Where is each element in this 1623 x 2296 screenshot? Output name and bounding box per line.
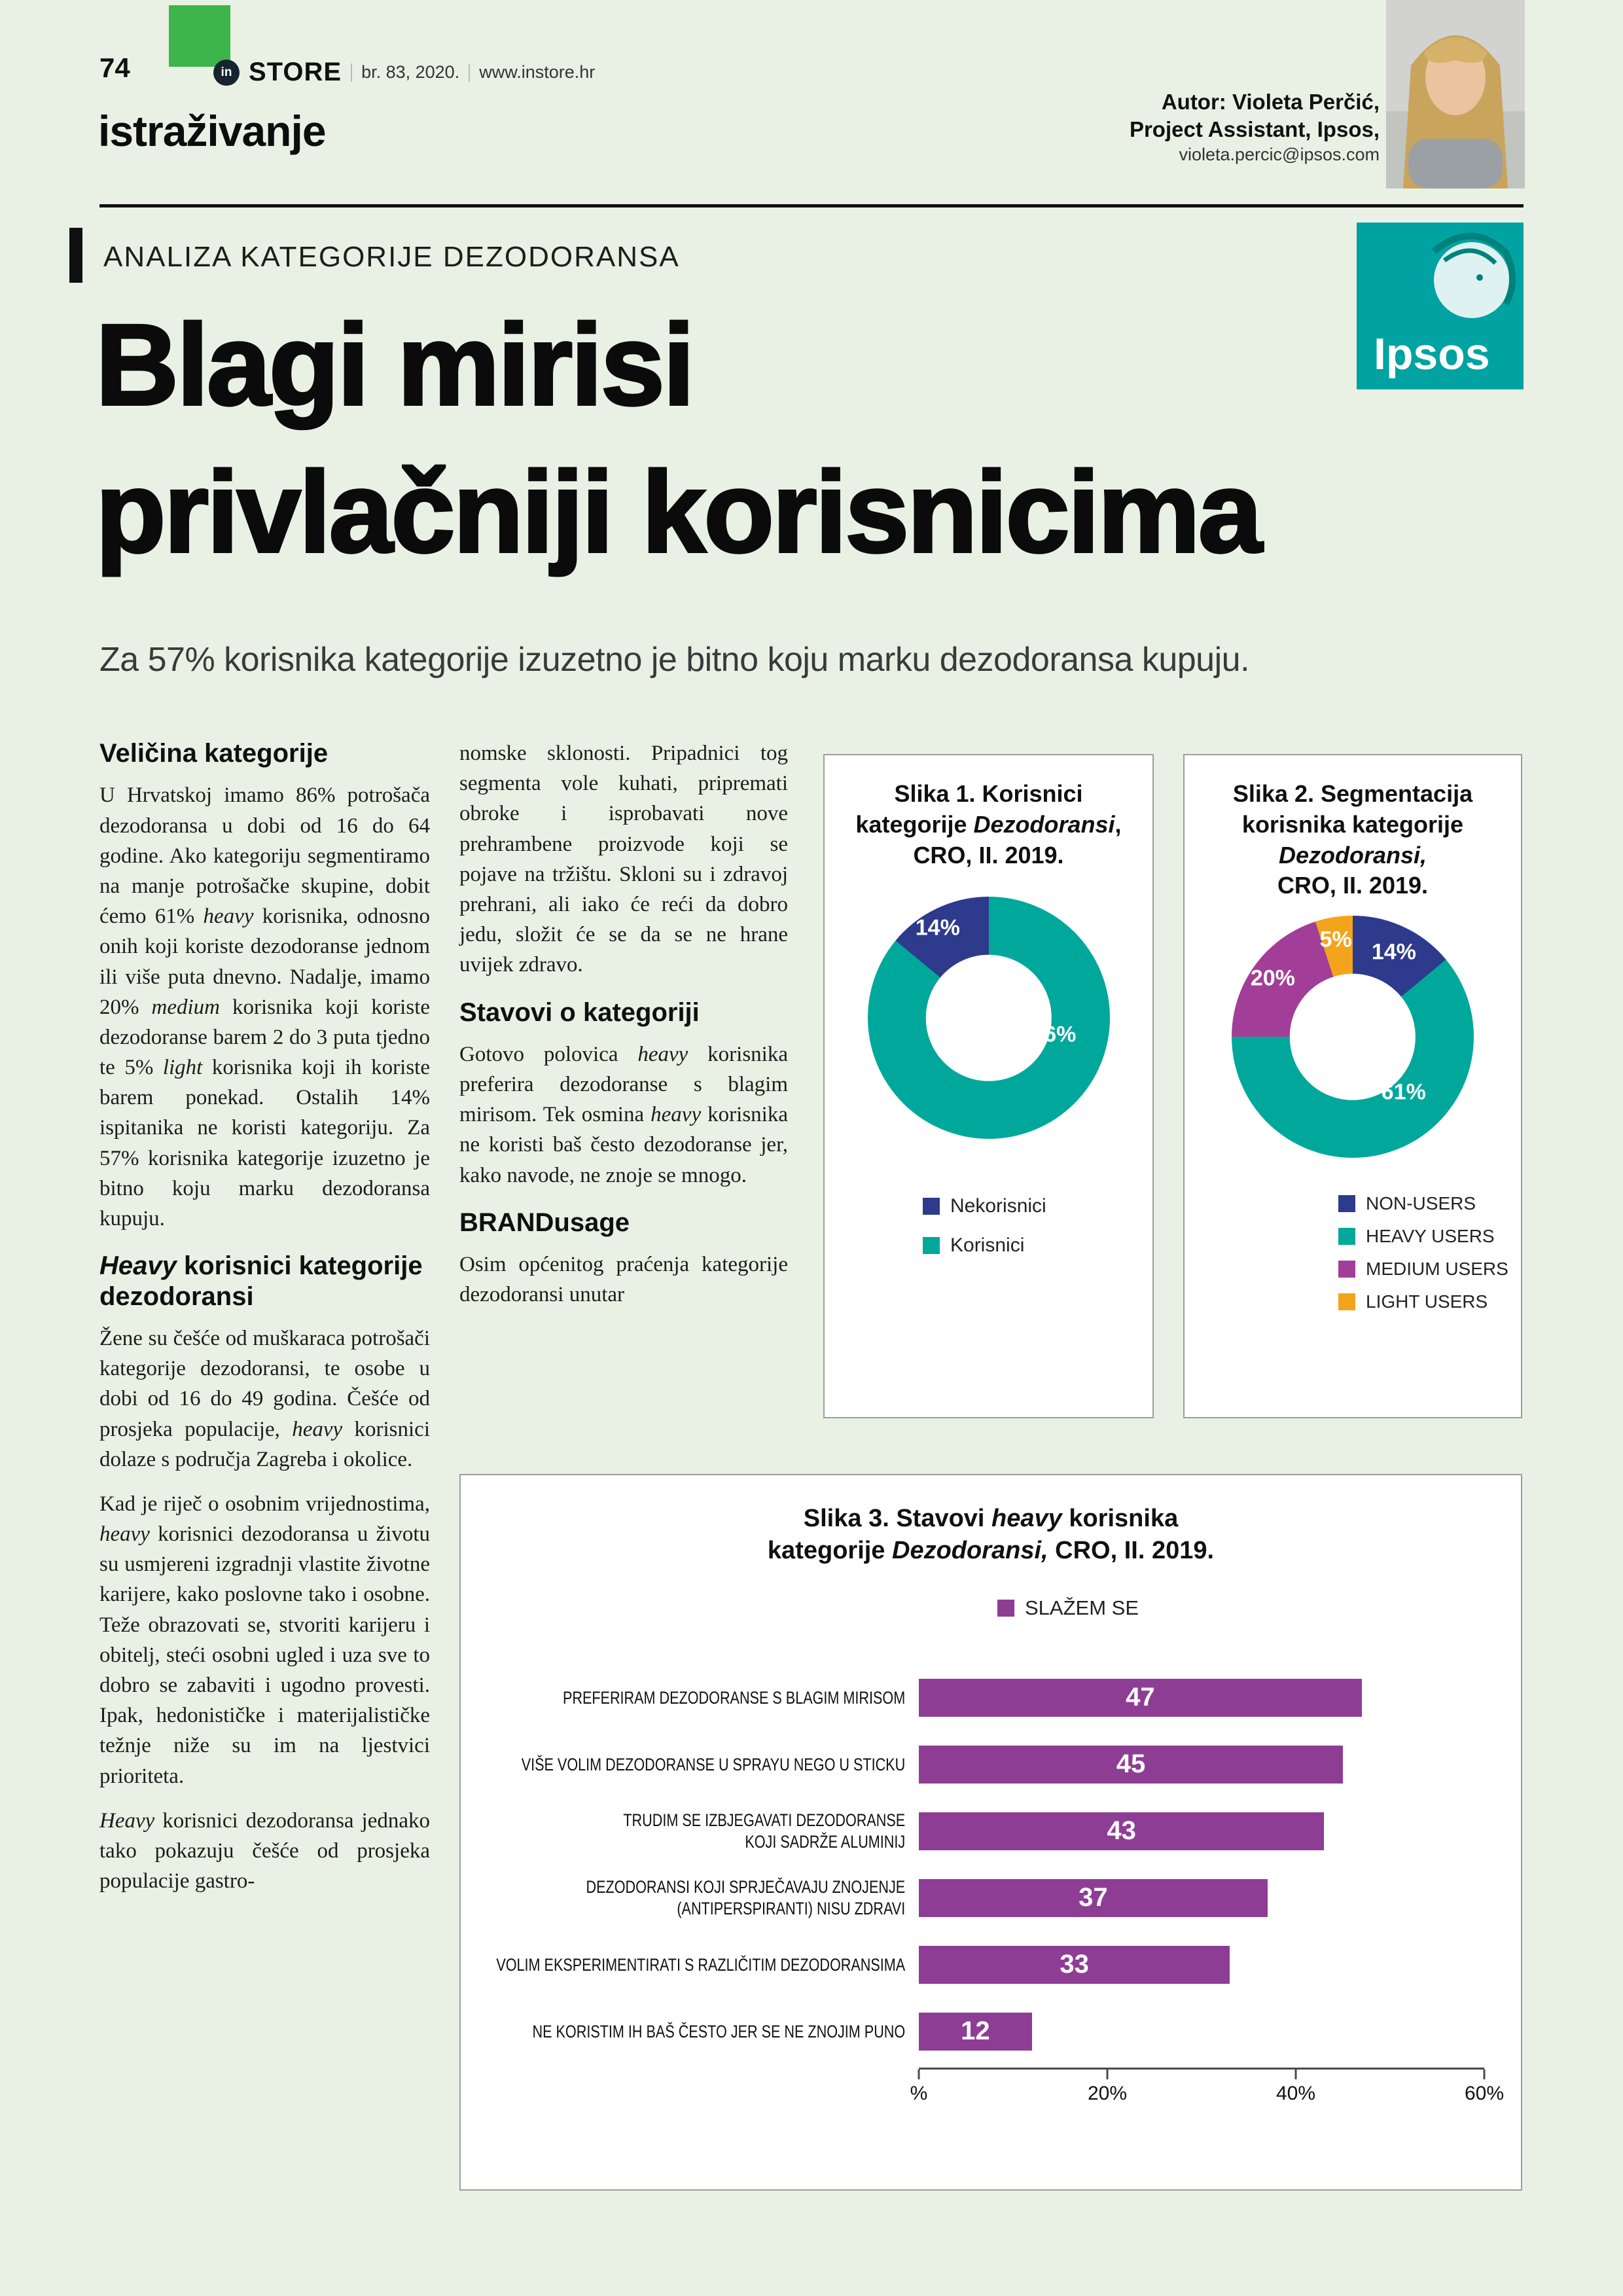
bar-category-label: VOLIM EKSPERIMENTIRATI S RAZLIČITIM DEZODORANSIMA: [496, 1954, 906, 1975]
body-column-1: [99, 738, 430, 1910]
body-heading: Stavovi o kategoriji: [459, 997, 700, 1027]
figure-1-title: Slika 1. Korisnici kategorije Dezodoransi, CRO, II. 2019.: [855, 780, 1122, 869]
legend-item: [1338, 1193, 1521, 1214]
body-paragraph: Žene su češće od muškaraca potrošači kategorije dezodoransi, te osobe u dobi od 16 do 49 godina. Češće od prosjeka populacije, heavy korisnici dolaze s područja Zagreba i okolice.: [99, 1326, 430, 1471]
figure-3-box: [459, 1474, 1522, 2191]
bar: [919, 1946, 1230, 1984]
legend-marker-icon: [1338, 1293, 1355, 1310]
legend-label: LIGHT USERS: [1366, 1291, 1488, 1312]
legend-marker-icon: [997, 1600, 1014, 1617]
donut-slice-label: 86%: [1031, 1022, 1077, 1047]
figure-2-title: Slika 2. Segmentacija korisnika kategorije Dezodoransi, CRO, II. 2019.: [1232, 780, 1473, 899]
legend-marker-icon: [1338, 1195, 1355, 1212]
figure-2-donut-chart: [1232, 916, 1474, 1158]
legend-item: [1338, 1259, 1521, 1280]
bar-category-label: VIŠE VOLIM DEZODORANSE U SPRAYU NEGO U STICKU: [521, 1754, 906, 1774]
brand-name: STORE: [249, 58, 342, 86]
axis-tick: [1484, 2070, 1486, 2079]
body-paragraph: nomske sklonosti. Pripadnici tog segmenta vole kuhati, pripremati obroke i isprobavati nove prehrambene proizvode koji se pojave na tržištu. Skloni su i zdravoj prehrani, ali iako će reći da dobro jedu, složit će se da se ne hrane uvijek zdravo.: [459, 742, 788, 977]
body-heading: Heavy korisnici kategorije dezodoransi: [99, 1251, 423, 1311]
issue-number: br. 83, 2020.: [361, 62, 460, 82]
x-axis-spacer: [461, 2065, 919, 2102]
body-column-2: [459, 738, 788, 1325]
axis-tick-label: 40%: [1275, 2082, 1316, 2104]
legend-label: HEAVY USERS: [1366, 1226, 1495, 1247]
x-axis: [910, 2068, 1505, 2104]
legend-item: [1338, 1291, 1521, 1312]
bar-value: 37: [1079, 1883, 1108, 1912]
legend-label: NON-USERS: [1366, 1193, 1476, 1214]
masthead: [213, 58, 595, 87]
bar: [919, 1679, 1362, 1717]
legend-item: [923, 1195, 1152, 1217]
bar-value: 43: [1107, 1816, 1136, 1846]
bar-cell: [919, 1798, 1484, 1865]
figure-3-bar-chart: [461, 1664, 1505, 2104]
bar: [919, 1879, 1268, 1917]
divider: [469, 63, 470, 82]
bar-category-label: TRUDIM SE IZBJEGAVATI DEZODORANSE KOJI SADRŽE ALUMINIJ: [623, 1810, 906, 1852]
bar-cell: [919, 1664, 1484, 1731]
author-block: [1130, 88, 1380, 166]
figure-1-donut-chart: [868, 897, 1110, 1139]
figure-1-box: [823, 754, 1154, 1418]
bar-value: 33: [1060, 1950, 1089, 1979]
bar-value: 45: [1116, 1749, 1146, 1779]
svg-text:Ipsos: Ipsos: [1374, 329, 1490, 379]
legend-item: [1338, 1226, 1521, 1247]
body-paragraph: Osim općenitog praćenja kategorije dezodoransi unutar: [459, 1253, 788, 1307]
header-rule: [99, 204, 1524, 207]
author-email-link[interactable]: violeta.percic@ipsos.com: [1179, 145, 1380, 165]
kicker-accent-bar: [69, 228, 82, 283]
bar-category-label: NE KORISTIM IH BAŠ ČESTO JER SE NE ZNOJIM PUNO: [532, 2021, 906, 2041]
article-lede: Za 57% korisnika kategorije izuzetno je bitno koju marku dezodoransa kupuju.: [99, 641, 1250, 679]
author-photo-image: [1386, 0, 1525, 188]
bar-category-label: DEZODORANSI KOJI SPRJEČAVAJU ZNOJENJE (ANTIPERSPIRANTI) NISU ZDRAVI: [586, 1877, 906, 1918]
section-title: istraživanje: [98, 107, 326, 155]
donut-slice-label: 14%: [1371, 939, 1416, 965]
legend-label: Korisnici: [950, 1234, 1025, 1257]
bar-value: 12: [961, 2017, 990, 2046]
body-paragraph: Kad je riječ o osobnim vrijednostima, heavy korisnici dezodoransa u životu su usmjereni izgradnji vlastite životne karijere, kako poslovne tako i osobne. Teže obrazovati se, stvoriti karijeru i obitelj, steći osobni ugled i uza sve to dobro se zabaviti i ugodno provesti. Ipak, hedonističke i materijalističke težnje niže su im na ljestvici prioriteta.: [99, 1492, 430, 1788]
page-number: 74: [99, 52, 130, 83]
author-photo: [1386, 0, 1525, 188]
bar: [919, 2013, 1032, 2051]
legend-marker-icon: [923, 1198, 940, 1215]
legend-label: Nekorisnici: [950, 1195, 1046, 1217]
website-link[interactable]: www.instore.hr: [479, 62, 596, 82]
article-title: [96, 292, 1470, 587]
article-title-line2: privlačniji korisnicima: [96, 448, 1260, 577]
axis-tick-label: %: [910, 2082, 928, 2104]
donut-slice-label: 14%: [915, 915, 960, 941]
figure-2-box: [1183, 754, 1522, 1418]
body-paragraph: Heavy korisnici dezodoransa jednako tako pokazuju češće od prosjeka populacije gastro-: [99, 1808, 430, 1893]
body-heading: Veličina kategorije: [99, 739, 329, 768]
body-paragraph: Gotovo polovica heavy korisnika preferira dezodoranse s blagim mirisom. Tek osmina heavy korisnika ne koristi baš često dezodoranse jer, kako navode, ne znoje se mnogo.: [459, 1042, 788, 1187]
article-title-line1: Blagi mirisi: [96, 301, 693, 429]
axis-tick-label: 60%: [1464, 2082, 1505, 2104]
article-kicker: ANALIZA KATEGORIJE DEZODORANSA: [103, 241, 680, 273]
legend-marker-icon: [1338, 1261, 1355, 1278]
axis-tick-label: 20%: [1087, 2082, 1128, 2104]
bar-cell: [919, 1931, 1484, 1998]
legend-marker-icon: [1338, 1228, 1355, 1245]
body-heading: BRANDusage: [459, 1208, 630, 1237]
figure-3-title: Slika 3. Stavovi heavy korisnika kategorije Dezodoransi, CRO, II. 2019.: [767, 1505, 1215, 1565]
bar-cell: [919, 1865, 1484, 1931]
legend-label: SLAŽEM SE: [1025, 1596, 1139, 1619]
donut-slice-label: 20%: [1250, 965, 1295, 991]
donut-hole: [925, 955, 1051, 1081]
bar-category-label: PREFERIRAM DEZODORANSE S BLAGIM MIRISOM: [562, 1687, 906, 1708]
axis-tick: [1294, 2070, 1296, 2079]
axis-tick: [918, 2070, 920, 2079]
bar-cell: [919, 1998, 1484, 2065]
axis-tick: [1106, 2070, 1108, 2079]
figure-1-legend: [923, 1195, 1152, 1274]
donut-slice-label: 5%: [1319, 927, 1352, 952]
bar: [919, 1746, 1343, 1784]
bar-value: 47: [1126, 1683, 1155, 1712]
legend-item: [923, 1234, 1152, 1257]
bar-cell: [919, 1731, 1484, 1798]
body-paragraph: U Hrvatskoj imamo 86% potrošača dezodoransa u dobi od 16 do 64 godine. Ako kategoriju segmentiramo na manje potrošačke skupine, dobit ćemo 61% heavy korisnika, odnosno onih koji koriste dezodoranse jednom ili više puta dnevno. Nadalje, imamo 20% medium korisnika koji koriste dezodoranse barem 2 do 3 puta tjedno te 5% light korisnika koji ih koriste barem ponekad. Ostalih 14% ispitanika ne koristi kategoriju. Za 57% korisnika kategorije izuzetno je bitno koju marku dezodoransa kupuju.: [99, 783, 431, 1231]
legend-label: MEDIUM USERS: [1366, 1259, 1508, 1280]
figure-2-legend: [1338, 1193, 1521, 1324]
bar: [919, 1812, 1324, 1850]
figure-3-legend: [997, 1596, 1521, 1637]
donut-slice-label: 61%: [1381, 1079, 1426, 1105]
legend-item: [997, 1596, 1521, 1620]
divider: [351, 63, 352, 82]
author-name: Autor: Violeta Perčić,: [1161, 90, 1380, 114]
author-role: Project Assistant, Ipsos,: [1129, 117, 1380, 142]
instore-circle-icon: in: [213, 60, 240, 86]
legend-marker-icon: [923, 1237, 940, 1254]
